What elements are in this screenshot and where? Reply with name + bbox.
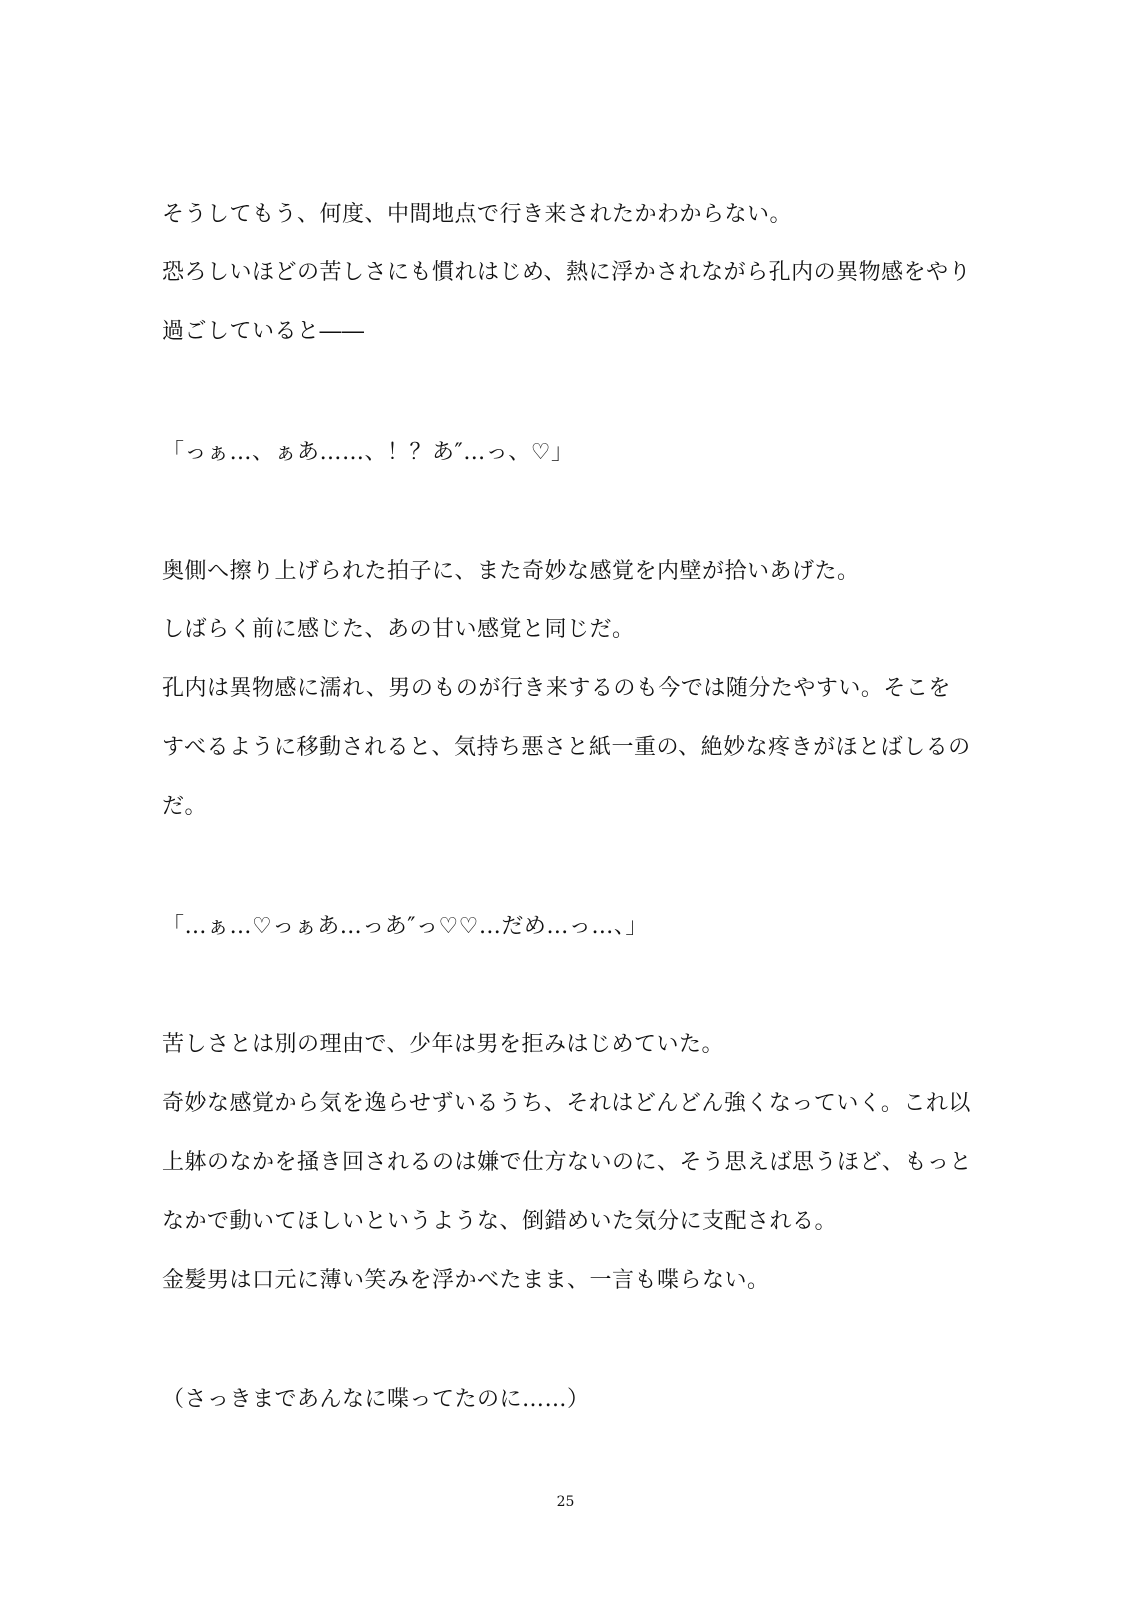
text-line: 奇妙な感覚から気を逸らせずいるうち、それはどんどん強くなっていく。これ以	[162, 1091, 971, 1116]
text-line: 苦しさとは別の理由で、少年は男を拒みはじめていた。	[162, 1032, 725, 1057]
text-line: 恐ろしいほどの苦しさにも慣れはじめ、熱に浮かされながら孔内の異物感をやり	[162, 260, 972, 285]
text-line: そうしてもう、何度、中間地点で行き来されたかわからない。	[162, 202, 793, 227]
text-line: 孔内は異物感に濡れ、男のものが行き来するのも今では随分たやすい。そこを	[162, 676, 951, 701]
text-line: 上躰のなかを掻き回されるのは嫌で仕方ないのに、そう思えば思うほど、もっと	[162, 1150, 973, 1175]
dialogue-line: 「…ぁ…♡っぁあ…っあ″っ♡♡…だめ…っ…、」	[162, 914, 648, 939]
text-line: だ。	[162, 794, 208, 819]
text-line: 過ごしていると――	[162, 319, 365, 344]
text-line: なかで動いてほしいというような、倒錯めいた気分に支配される。	[162, 1209, 838, 1234]
text-line: すべるように移動されると、気持ち悪さと紙一重の、絶妙な疼きがほとばしるの	[162, 735, 971, 760]
text-line: 奥側へ擦り上げられた拍子に、また奇妙な感覚を内壁が拾いあげた。	[162, 559, 860, 584]
text-line: 金髪男は口元に薄い笑みを浮かべたまま、一言も喋らない。	[162, 1268, 770, 1293]
text-line: しばらく前に感じた、あの甘い感覚と同じだ。	[162, 617, 635, 642]
page-number: 25	[556, 1494, 575, 1510]
dialogue-line: 「っぁ…、ぁあ……、！？あ″…っ、♡」	[162, 440, 574, 465]
thought-line: （さっきまであんなに喋ってたのに……）	[162, 1387, 590, 1412]
